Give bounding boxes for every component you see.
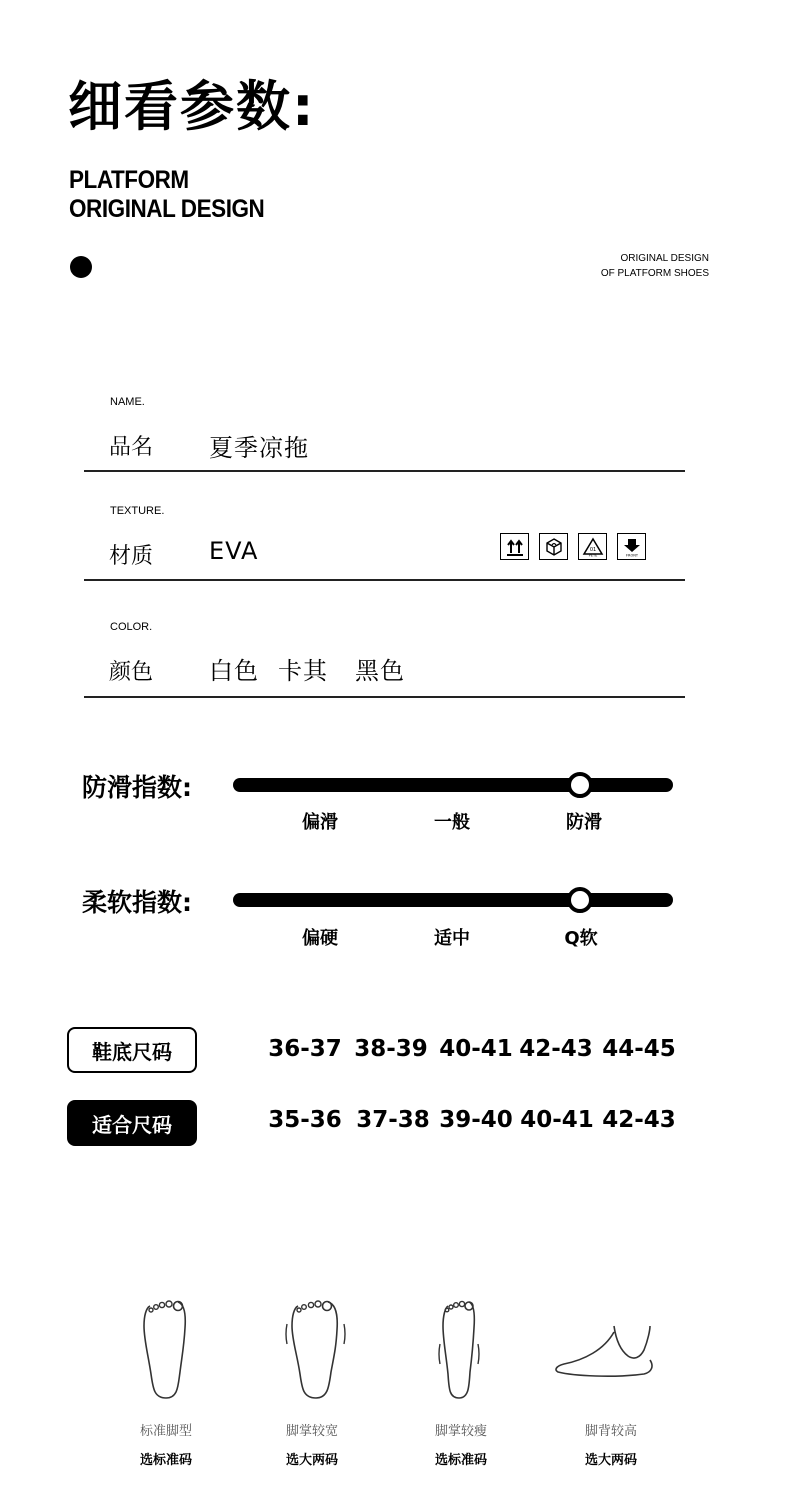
spec-value: 夏季凉拖 — [209, 434, 309, 462]
fit-size-4: 40-41 — [520, 1107, 594, 1133]
spec-en-label: COLOR. — [110, 621, 153, 633]
brand-line-1: PLATFORM — [69, 166, 189, 194]
softness-tick-hard: 偏硬 — [302, 928, 338, 949]
softness-label: 柔软指数: — [82, 888, 192, 917]
spec-row-color — [84, 617, 685, 698]
fit-size-button[interactable]: 适合尺码 — [67, 1100, 197, 1146]
spec-en-label: TEXTURE. — [110, 505, 165, 517]
spec-value: EVA — [209, 537, 259, 565]
bullet-dot-icon — [70, 256, 92, 278]
spec-row-name — [84, 392, 685, 472]
standard-foot-icon — [138, 1294, 194, 1408]
eco-box-icon — [539, 533, 568, 560]
fit-size-2: 37-38 — [356, 1107, 430, 1133]
foot-label-narrow: 脚掌较瘦 — [434, 1424, 488, 1439]
tagline-line-2: OF PLATFORM SHOES — [600, 268, 709, 279]
spec-cn-label: 材质 — [109, 544, 154, 569]
fit-size-3: 39-40 — [439, 1107, 513, 1133]
color-value-white: 白色 — [209, 657, 259, 685]
color-value-black: 黑色 — [355, 657, 405, 685]
svg-text:PETE: PETE — [588, 553, 597, 557]
fit-size-1: 35-36 — [268, 1107, 342, 1133]
antislip-tick-slippery: 偏滑 — [302, 812, 338, 833]
foot-label-high-instep: 脚背较高 — [584, 1424, 638, 1439]
sole-size-button[interactable]: 鞋底尺码 — [67, 1027, 197, 1073]
spec-en-label: NAME. — [110, 396, 145, 408]
tagline-line-1: ORIGINAL DESIGN — [620, 253, 709, 264]
sole-size-4: 42-43 — [519, 1036, 593, 1062]
spec-cn-label: 品名 — [109, 435, 154, 460]
high-instep-foot-icon — [554, 1320, 656, 1388]
brand-block — [69, 166, 264, 224]
foot-tip-narrow: 选标准码 — [434, 1453, 488, 1468]
antislip-knob[interactable] — [567, 772, 593, 798]
narrow-foot-icon — [434, 1294, 484, 1408]
svg-text:FRONT: FRONT — [625, 553, 638, 557]
softness-knob[interactable] — [567, 887, 593, 913]
fit-size-5: 42-43 — [602, 1107, 676, 1133]
svg-text:01: 01 — [589, 546, 596, 553]
color-value-khaki: 卡其 — [278, 657, 328, 685]
front-arrow-icon — [617, 533, 646, 560]
antislip-tick-normal: 一般 — [434, 812, 470, 833]
recycle-pete-icon — [578, 533, 607, 560]
antislip-tick-antislip: 防滑 — [566, 812, 602, 833]
material-icons — [500, 533, 646, 560]
softness-tick-medium: 适中 — [434, 928, 470, 949]
foot-label-standard: 标准脚型 — [139, 1424, 193, 1439]
foot-tip-high-instep: 选大两码 — [584, 1453, 638, 1468]
antislip-track — [233, 778, 673, 792]
spec-cn-label: 颜色 — [109, 660, 154, 685]
sole-size-3: 40-41 — [439, 1036, 513, 1062]
foot-label-wide: 脚掌较宽 — [285, 1424, 339, 1439]
tagline — [601, 251, 709, 281]
foot-tip-wide: 选大两码 — [285, 1453, 339, 1468]
wide-foot-icon — [284, 1294, 348, 1408]
foot-tip-standard: 选标准码 — [139, 1453, 193, 1468]
page-title: 细看参数: — [68, 75, 316, 138]
brand-line-2: ORIGINAL DESIGN — [69, 195, 265, 223]
softness-tick-soft: Q软 — [564, 928, 598, 949]
sole-size-1: 36-37 — [268, 1036, 342, 1062]
sole-size-5: 44-45 — [602, 1036, 676, 1062]
softness-track — [233, 893, 673, 907]
antislip-label: 防滑指数: — [82, 773, 192, 802]
spec-row-texture — [84, 500, 685, 581]
sole-size-2: 38-39 — [354, 1036, 428, 1062]
upward-arrows-icon — [500, 533, 529, 560]
